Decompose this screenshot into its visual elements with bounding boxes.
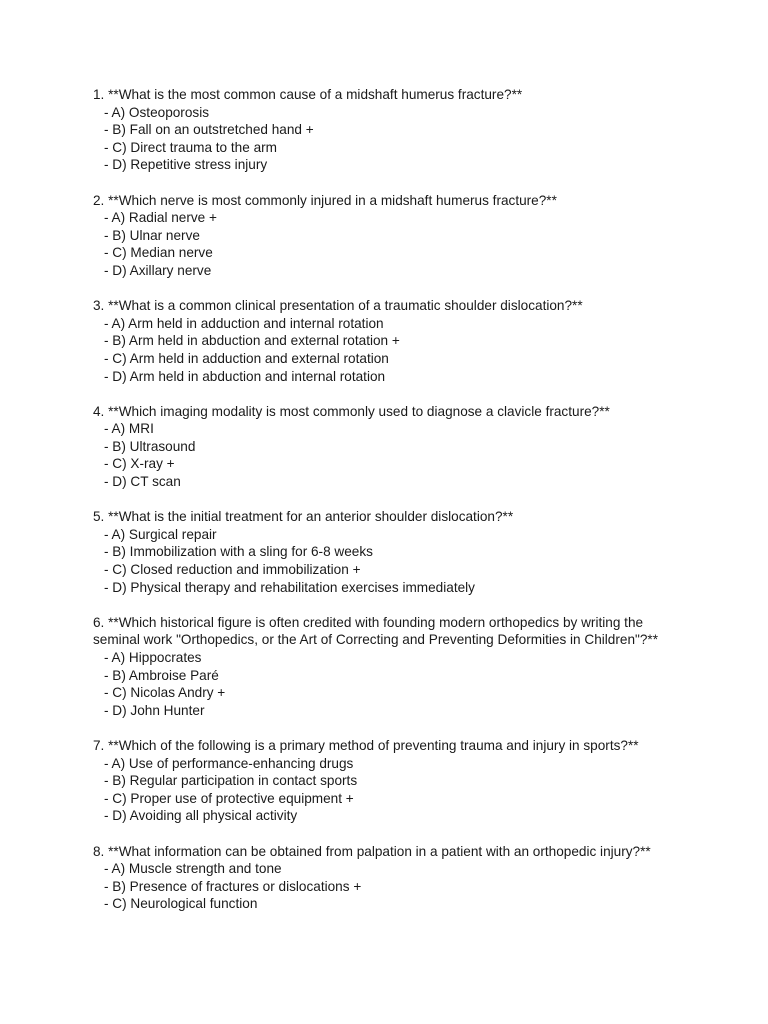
answer-option: - D) Arm held in abduction and internal rotation [104,368,386,384]
answer-option: - D) Physical therapy and rehabilitation exercises immediately [104,579,475,595]
answer-option: - A) Arm held in adduction and internal rotation [104,315,384,331]
answer-option: - A) MRI [104,421,154,437]
question-text: 5. **What is the initial treatment for an anterior shoulder dislocation?** [93,509,514,525]
answer-option: - B) Ulnar nerve [104,227,200,243]
answer-option: - D) John Hunter [104,702,205,718]
question-text: 1. **What is the most common cause of a midshaft humerus fracture?** [93,87,523,102]
question-7 [93,737,693,825]
question-text: 4. **Which imaging modality is most commonly used to diagnose a clavicle fracture?** [93,403,610,419]
question-5 [93,508,693,596]
answer-option: - C) Arm held in adduction and external rotation [104,350,389,366]
question-4 [93,403,693,491]
answer-option: - C) Median nerve [104,245,213,261]
question-8 [93,843,693,913]
answer-option: - A) Osteoporosis [104,104,210,120]
answer-option: - A) Surgical repair [104,526,217,542]
answer-option: - C) X-ray + [104,456,175,472]
question-text: 3. **What is a common clinical presentation of a traumatic shoulder dislocation?** [93,298,583,314]
question-6 [93,614,693,720]
answer-option: - B) Ultrasound [104,438,196,454]
question-text: 2. **Which nerve is most commonly injured in a midshaft humerus fracture?** [93,192,557,208]
answer-option: - D) Axillary nerve [104,262,212,278]
answer-option: - B) Presence of fractures or dislocations + [104,878,362,894]
answer-option: - B) Regular participation in contact sports [104,773,358,789]
answer-option: - C) Closed reduction and immobilization + [104,562,361,578]
question-text: 8. **What information can be obtained from palpation in a patient with an orthopedic injury?** [93,843,651,859]
answer-option: - D) Repetitive stress injury [104,157,268,173]
document-page [93,86,693,931]
question-text: 6. **Which historical figure is often credited with founding modern orthopedics by writing the seminal work "Orthopedics, or the Art of Correcting and Preventing Deformities in Children"?** [93,614,658,648]
answer-option: - D) Avoiding all physical activity [104,808,298,824]
answer-option: - C) Nicolas Andry + [104,685,226,701]
answer-option: - A) Use of performance-enhancing drugs [104,755,354,771]
answer-option: - C) Neurological function [104,896,258,912]
answer-option: - D) CT scan [104,474,181,490]
answer-option: - A) Hippocrates [104,650,202,665]
answer-option: - A) Muscle strength and tone [104,861,282,877]
question-1 [93,86,693,174]
answer-option: - B) Immobilization with a sling for 6-8 weeks [104,544,373,560]
question-text: 7. **Which of the following is a primary method of preventing trauma and injury in sports?** [93,737,639,753]
answer-option: - B) Arm held in abduction and external rotation + [104,333,400,349]
answer-option: - B) Fall on an outstretched hand + [104,122,314,138]
answer-option: - B) Ambroise Paré [104,667,219,683]
question-2 [93,192,693,280]
question-3 [93,297,693,385]
answer-option: - C) Proper use of protective equipment + [104,790,354,806]
answer-option: - C) Direct trauma to the arm [104,139,277,155]
answer-option: - A) Radial nerve + [104,210,217,226]
